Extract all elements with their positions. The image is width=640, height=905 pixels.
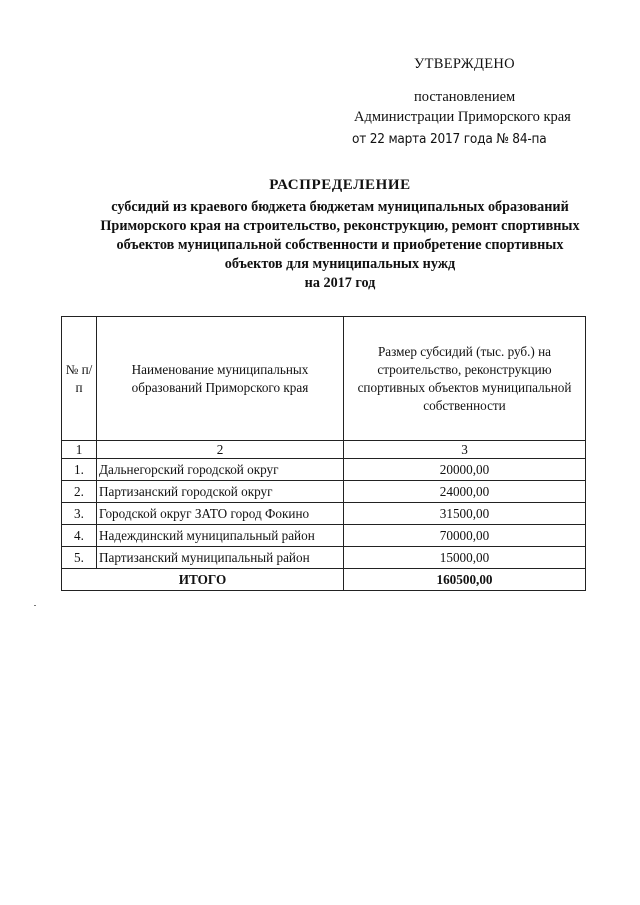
scan-speck: [34, 605, 36, 606]
document-subtitle-line-2: Приморского края на строительство, реконструкцию, ремонт спортивных: [100, 218, 580, 234]
header-municipality: Наименование муниципальных образований Приморского края: [97, 317, 344, 441]
row-amount: 24000,00: [344, 481, 586, 503]
total-row: [62, 569, 586, 591]
row-amount: 70000,00: [344, 525, 586, 547]
approval-block: [0, 0, 640, 160]
approval-date: от 22 марта 2017 года № 84-па: [352, 131, 547, 147]
row-number: 5.: [62, 547, 97, 569]
document-subtitle-line-1: субсидий из краевого бюджета бюджетам муниципальных образований: [111, 199, 569, 215]
header-subsidy-amount: Размер субсидий (тыс. руб.) на строительство, реконструкцию спортивных объектов муниципальной собственности: [344, 317, 586, 441]
column-number-row: [62, 441, 586, 459]
table-row: [62, 481, 586, 503]
document-heading: [40, 176, 640, 293]
row-municipality: Дальнегорский городской округ: [97, 459, 344, 481]
total-amount: 160500,00: [344, 569, 586, 591]
column-number: 1: [62, 441, 97, 459]
table-row: [62, 525, 586, 547]
document-subtitle-line-3: объектов муниципальной собственности и приобретение спортивных: [116, 237, 564, 253]
row-amount: 15000,00: [344, 547, 586, 569]
approval-authority: Администрации Приморского края: [354, 109, 571, 125]
table-row: [62, 459, 586, 481]
column-number: 2: [97, 441, 344, 459]
total-label: ИТОГО: [62, 569, 344, 591]
row-amount: 20000,00: [344, 459, 586, 481]
row-municipality: Партизанский городской округ: [97, 481, 344, 503]
approval-title: УТВЕРЖДЕНО: [414, 56, 515, 72]
document-title: РАСПРЕДЕЛЕНИЕ: [269, 177, 411, 193]
column-number: 3: [344, 441, 586, 459]
document-subtitle-line-4: объектов для муниципальных нужд: [224, 256, 456, 272]
approval-resolution-label: постановлением: [414, 89, 516, 105]
row-number: 4.: [62, 525, 97, 547]
row-municipality: Партизанский муниципальный район: [97, 547, 344, 569]
row-number: 3.: [62, 503, 97, 525]
row-municipality: Городской округ ЗАТО город Фокино: [97, 503, 344, 525]
header-number: № п/п: [62, 317, 97, 441]
row-municipality: Надеждинский муниципальный район: [97, 525, 344, 547]
row-number: 2.: [62, 481, 97, 503]
table-row: [62, 547, 586, 569]
subsidy-distribution-table: [61, 316, 586, 591]
table-row: [62, 503, 586, 525]
table-header-row: [62, 317, 586, 441]
document-subtitle-line-5: на 2017 год: [304, 275, 376, 291]
row-amount: 31500,00: [344, 503, 586, 525]
row-number: 1.: [62, 459, 97, 481]
